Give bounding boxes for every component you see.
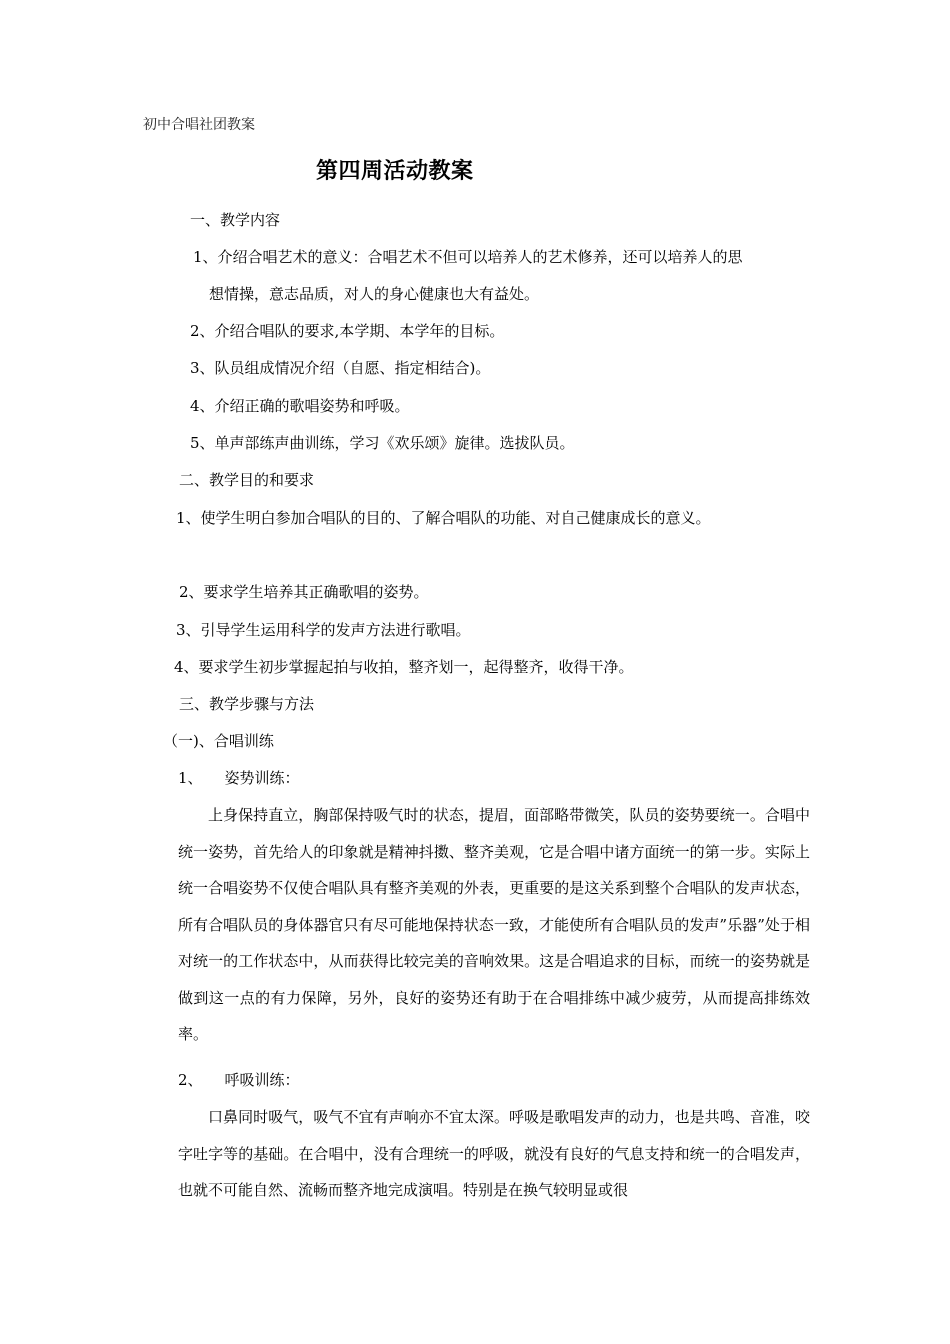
- section-2-item-1: 1、使学生明白参加合唱队的目的、了解合唱队的功能、对自己健康成长的意义。: [176, 509, 711, 527]
- section-1-item-1-line-2: 想情操，意志品质，对人的身心健康也大有益处。: [209, 285, 540, 303]
- section-1-heading: 一、教学内容: [190, 211, 281, 229]
- posture-training-heading: [178, 768, 300, 788]
- breathing-title: 呼吸训练：: [224, 1071, 300, 1089]
- section-2-heading: 二、教学目的和要求: [179, 471, 315, 489]
- posture-paragraph: 上身保持直立，胸部保持吸气时的状态，提眉，面部略带微笑，队员的姿势要统一。合唱中统一姿势，首先给人的印象就是精神抖擞、整齐美观，它是合唱中诸方面统一的第一步。实际上统一合唱姿势不仅使合唱队具有整齐美观的外表，更重要的是这关系到整个合唱队的发声状态，所有合唱队员的身体器官只有尽可能地保持状态一致，才能使所有合唱队员的发声”乐器”处于相对统一的工作状态中，从而获得比较完美的音响效果。这是合唱追求的目标，而统一的姿势就是做到这一点的有力保障，另外，良好的姿势还有助于在合唱排练中减少疲劳，从而提高排练效率。: [178, 806, 810, 1043]
- subsection-choir-training: （一)、合唱训练: [163, 732, 274, 750]
- section-2-item-3: 3、引导学生运用科学的发声方法进行歌唱。: [176, 621, 471, 639]
- posture-number: 1、: [178, 769, 203, 787]
- section-3-heading: 三、教学步骤与方法: [179, 695, 315, 713]
- section-1-item-5: 5、单声部练声曲训练，学习《欢乐颂》旋律。选拔队员。: [190, 434, 575, 452]
- breathing-paragraph: 口鼻同时吸气，吸气不宜有声响亦不宜太深。呼吸是歌唱发声的动力，也是共鸣、音准，咬字吐字等的基础。在合唱中，没有合理统一的呼吸，就没有良好的气息支持和统一的合唱发声，也就不可能自然、流畅而整齐地完成演唱。特别是在换气较明显或很: [178, 1108, 810, 1199]
- section-2-item-2: 2、要求学生培养其正确歌唱的姿势。: [179, 583, 429, 601]
- section-1-item-4: 4、介绍正确的歌唱姿势和呼吸。: [190, 397, 410, 415]
- section-1-item-3: 3、队员组成情况介绍（自愿、指定相结合)。: [190, 359, 491, 377]
- breathing-training-heading: [178, 1070, 300, 1090]
- section-1-item-2: 2、介绍合唱队的要求,本学期、本学年的目标。: [190, 322, 505, 340]
- breathing-number: 2、: [178, 1071, 203, 1089]
- section-2-item-4: 4、要求学生初步掌握起拍与收拍，整齐划一，起得整齐，收得干净。: [174, 658, 634, 676]
- page-header: 初中合唱社团教案: [143, 117, 255, 133]
- page-title: 第四周活动教案: [316, 159, 474, 184]
- posture-title: 姿势训练：: [224, 769, 300, 787]
- section-1-item-1-line-1: 1、介绍合唱艺术的意义：合唱艺术不但可以培养人的艺术修养，还可以培养人的思: [193, 248, 743, 266]
